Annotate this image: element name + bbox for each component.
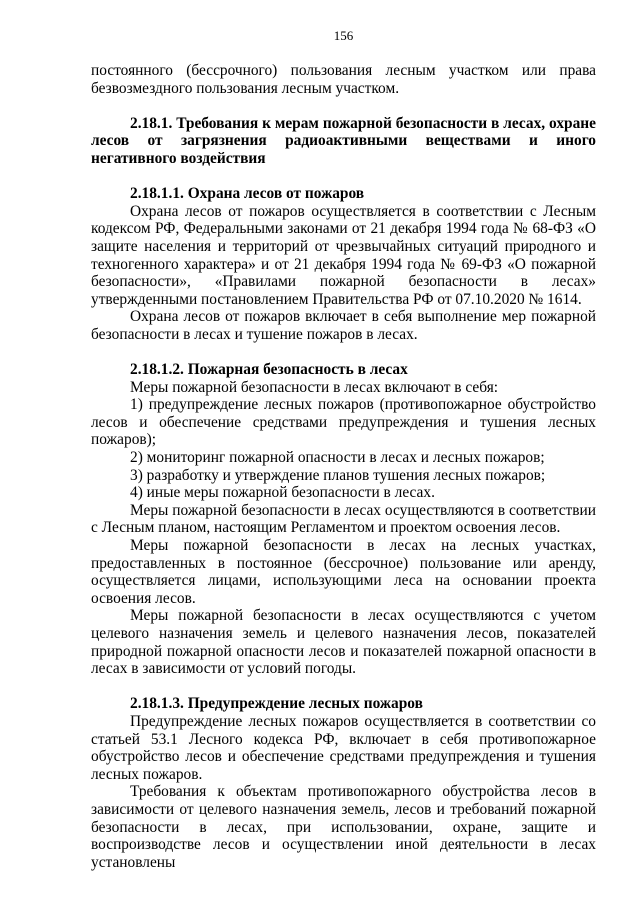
list-item-3: 3) разработку и утверждение планов тушения лесных пожаров;	[130, 466, 546, 484]
paragraph-measures-intro: Меры пожарной безопасности в лесах включают в себя:	[130, 378, 499, 396]
section-heading-2-18-1: 2.18.1. Требования к мерам пожарной безопасности в лесах, охране лесов от загрязнения радиоактивными веществами и иного негативного воздействия	[91, 114, 596, 167]
document-page	[91, 28, 596, 871]
paragraph-fire-protection-law: Охрана лесов от пожаров осуществляется в соответствии с Лесным кодексом РФ, Федеральными законами от 21 декабря 1994 года № 68-ФЗ «О защите населения и территорий от чрезвычайных ситуаций природного и техногенного характера» и от 21 декабря 1994 года № 69-ФЗ «О пожарной безопасности», «Правилами пожарной безопасности в лесах» утвержденными постановлением Правительства РФ от 07.10.2020 № 1614.	[91, 202, 596, 308]
section-heading-2-18-1-3: 2.18.1.3. Предупреждение лесных пожаров	[130, 695, 423, 713]
paragraph-continuation: постоянного (бессрочного) пользования лесным участком или права безвозмездного пользования лесным участком.	[91, 62, 596, 97]
page-number: 156	[333, 28, 354, 43]
paragraph-measures-plan: Меры пожарной безопасности в лесах осуществляются в соответствии с Лесным планом, настоящим Регламентом и проектом освоения лесов.	[91, 501, 596, 537]
list-item-4: 4) иные меры пожарной безопасности в лесах.	[130, 484, 435, 502]
paragraph-prevention-article: Предупреждение лесных пожаров осуществляется в соответствии со статьей 53.1 Лесного кодекса РФ, включает в себя противопожарное обустройство лесов и обеспечение средствами предупреждения и тушения лесных пожаров.	[91, 712, 596, 783]
section-heading-2-18-1-1: 2.18.1.1. Охрана лесов от пожаров	[130, 185, 365, 203]
list-item-1: 1) предупреждение лесных пожаров (противопожарное обустройство лесов и обеспечение средствами предупреждения и тушения лесных пожаров);	[91, 396, 596, 449]
section-heading-2-18-1-2: 2.18.1.2. Пожарная безопасность в лесах	[130, 361, 408, 379]
list-item-2: 2) мониторинг пожарной опасности в лесах и лесных пожаров;	[130, 449, 545, 467]
paragraph-measures-leased: Меры пожарной безопасности в лесах на лесных участках, предоставленных в постоянное (бессрочное) пользование или аренду, осуществляется лицами, использующими леса на основании проекта освоения лесов.	[91, 537, 596, 607]
paragraph-prevention-requirements: Требования к объектам противопожарного обустройства лесов в зависимости от целевого назначения земель, лесов и требований пожарной безопасности в лесах, при использовании, охране, защите и воспроизводстве лесов и осуществлении иной деятельности в лесах установлены	[91, 783, 596, 871]
paragraph-fire-protection-scope: Охрана лесов от пожаров включает в себя выполнение мер пожарной безопасности в лесах и тушение пожаров в лесах.	[91, 308, 596, 343]
paragraph-measures-conditions: Меры пожарной безопасности в лесах осуществляются с учетом целевого назначения земель и целевого назначения лесов, показателей природной пожарной опасности лесов и показателей пожарной опасности в лесах в зависимости от условий погоды.	[91, 607, 596, 678]
